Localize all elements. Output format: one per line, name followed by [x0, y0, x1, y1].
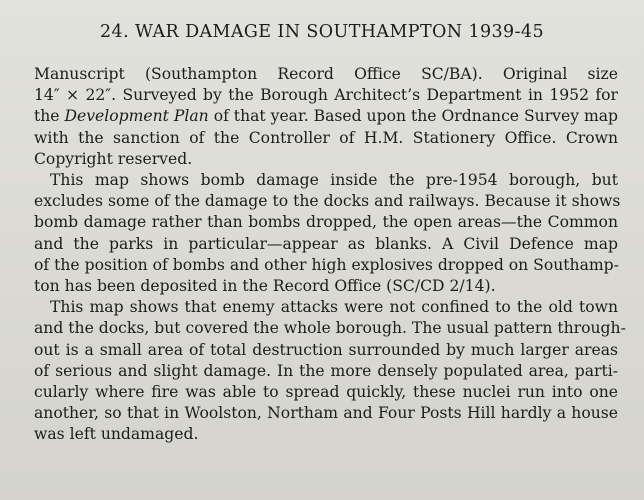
text-line: ton has been deposited in the Record Office (SC/CD 2/14). [34, 277, 496, 296]
text-line: out is a small area of total destruction surrounded by much larger areas [34, 340, 618, 359]
text-line: and the docks, but covered the whole borough. The usual pattern through- [34, 319, 626, 338]
text-line: with the sanction of the Controller of H.M. Stationery Office. Crown [34, 128, 618, 147]
text-run: the [34, 107, 65, 126]
paragraph-3 [34, 297, 626, 445]
text-line: 14″ × 22″. Surveyed by the Borough Architect’s Department in 1952 for [34, 86, 618, 105]
text-line: cularly where fire was able to spread quickly, these nuclei run into one [34, 383, 618, 402]
text-line: of serious and slight damage. In the more densely populated area, parti- [34, 361, 618, 380]
text-line: This map shows bomb damage inside the pre-1954 borough, but [50, 171, 618, 190]
text-line: bomb damage rather than bombs dropped, the open areas—the Common [34, 213, 618, 232]
text-line: Copyright reserved. [34, 149, 193, 168]
text-line: This map shows that enemy attacks were not confined to the old town [50, 298, 618, 317]
text-line: another, so that in Woolston, Northam and Four Posts Hill hardly a house [34, 404, 618, 423]
body-text [34, 64, 626, 446]
text-run: of that year. Based upon the Ordnance Survey map [208, 107, 619, 126]
text-line: was left undamaged. [34, 425, 199, 444]
text-line: and the parks in particular—appear as blanks. A Civil Defence map [34, 234, 618, 253]
paragraph-2 [34, 170, 621, 297]
text-line: excludes some of the damage to the docks and railways. Because it shows [34, 192, 621, 211]
text-line [34, 106, 618, 127]
section-heading: 24. WAR DAMAGE IN SOUTHAMPTON 1939-45 [100, 22, 544, 42]
italic-title: Development Plan [64, 107, 209, 126]
text-line: Manuscript (Southampton Record Office SC/BA). Original size [34, 65, 618, 83]
paragraph-1 [34, 64, 618, 170]
text-line: of the position of bombs and other high explosives dropped on Southamp- [34, 255, 619, 274]
